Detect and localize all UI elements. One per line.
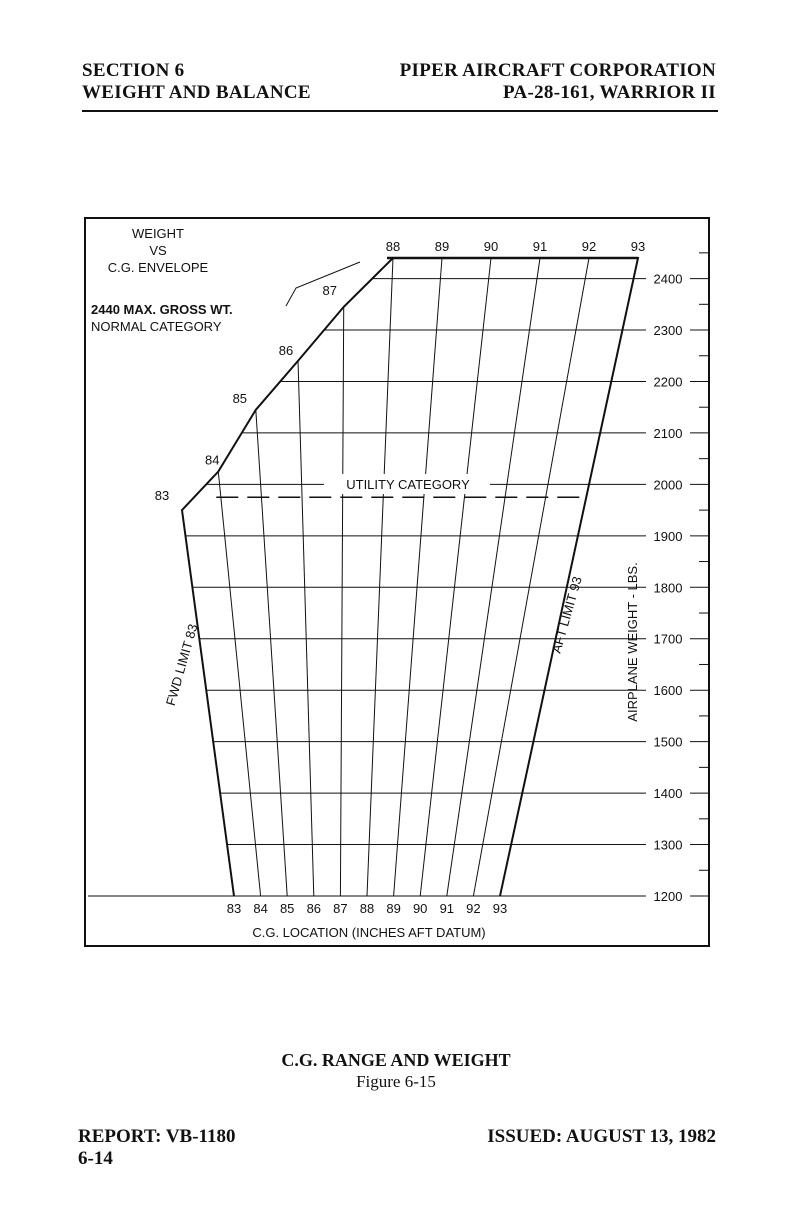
- y-tick-label: 1300: [653, 837, 683, 853]
- y-tick-label: 1600: [653, 683, 683, 699]
- y-tick-label: 2300: [653, 323, 683, 339]
- footer-report: REPORT: VB-1180: [78, 1126, 236, 1147]
- boundary-cg-label: 85: [232, 390, 248, 406]
- cg-gridline: [447, 258, 540, 896]
- y-tick-label: 1200: [653, 889, 683, 904]
- footer-page: 6-14: [78, 1148, 113, 1169]
- x-tick-label: 93: [492, 901, 508, 916]
- y-tick-label: 2100: [653, 425, 683, 441]
- cg-gridline: [367, 258, 393, 896]
- cg-gridline: [420, 258, 491, 896]
- x-tick-label: 92: [466, 901, 481, 916]
- utility-category-label: UTILITY CATEGORY: [346, 477, 470, 492]
- chart-title-line: WEIGHT: [132, 226, 184, 241]
- footer-issued: ISSUED: AUGUST 13, 1982: [487, 1126, 716, 1147]
- max-gross-annotation: 2440 MAX. GROSS WT.: [91, 302, 233, 317]
- x-tick-label: 88: [359, 901, 375, 916]
- x-tick-label: 90: [412, 901, 428, 916]
- x-axis-title: C.G. LOCATION (INCHES AFT DATUM): [252, 925, 486, 940]
- x-tick-label: 87: [333, 901, 348, 916]
- figure-title: C.G. RANGE AND WEIGHT: [281, 1050, 511, 1070]
- top-tick-label: 88: [385, 239, 401, 254]
- chart-title-line: C.G. ENVELOPE: [107, 260, 209, 275]
- header-subject: WEIGHT AND BALANCE: [82, 82, 311, 103]
- cg-gridline: [394, 258, 442, 896]
- y-axis-title: AIRPLANE WEIGHT - LBS.: [625, 562, 640, 722]
- top-tick-label: 93: [630, 239, 646, 254]
- header-company: PIPER AIRCRAFT CORPORATION: [399, 60, 716, 81]
- x-tick-label: 85: [279, 901, 295, 916]
- y-tick-label: 1900: [653, 528, 683, 544]
- y-tick-label: 1400: [653, 786, 683, 802]
- figure-number: Figure 6-15: [356, 1072, 436, 1091]
- y-tick-label: 1500: [653, 734, 683, 750]
- cg-gridline: [256, 410, 287, 896]
- y-tick-label: 2200: [653, 374, 683, 390]
- top-tick-label: 90: [483, 239, 499, 254]
- x-tick-label: 89: [386, 901, 401, 916]
- y-tick-label: 1700: [653, 631, 683, 647]
- fwd-limit-label: FWD LIMIT 83: [162, 622, 201, 708]
- y-tick-label: 1800: [653, 580, 683, 596]
- normal-category-annotation: NORMAL CATEGORY: [91, 319, 222, 334]
- x-tick-label: 84: [253, 901, 268, 916]
- chart-title-line: VS: [149, 243, 167, 258]
- cg-gridline: [340, 307, 343, 896]
- boundary-cg-label: 87: [322, 282, 337, 298]
- boundary-cg-label: 84: [205, 452, 220, 468]
- header-section: SECTION 6: [82, 60, 185, 81]
- x-tick-label: 86: [306, 901, 322, 916]
- boundary-cg-label: 86: [278, 342, 294, 358]
- x-tick-label: 83: [226, 901, 242, 916]
- y-tick-label: 2400: [653, 271, 683, 287]
- top-tick-label: 92: [581, 239, 597, 254]
- y-tick-label: 2000: [653, 477, 683, 493]
- cg-gridline: [298, 361, 314, 896]
- top-tick-label: 89: [434, 239, 450, 254]
- x-tick-label: 91: [439, 901, 455, 916]
- boundary-cg-label: 83: [154, 488, 170, 504]
- header-model: PA-28-161, WARRIOR II: [502, 82, 716, 103]
- aft-limit-label: AFT LIMIT 93: [548, 574, 585, 655]
- top-tick-label: 91: [532, 239, 548, 254]
